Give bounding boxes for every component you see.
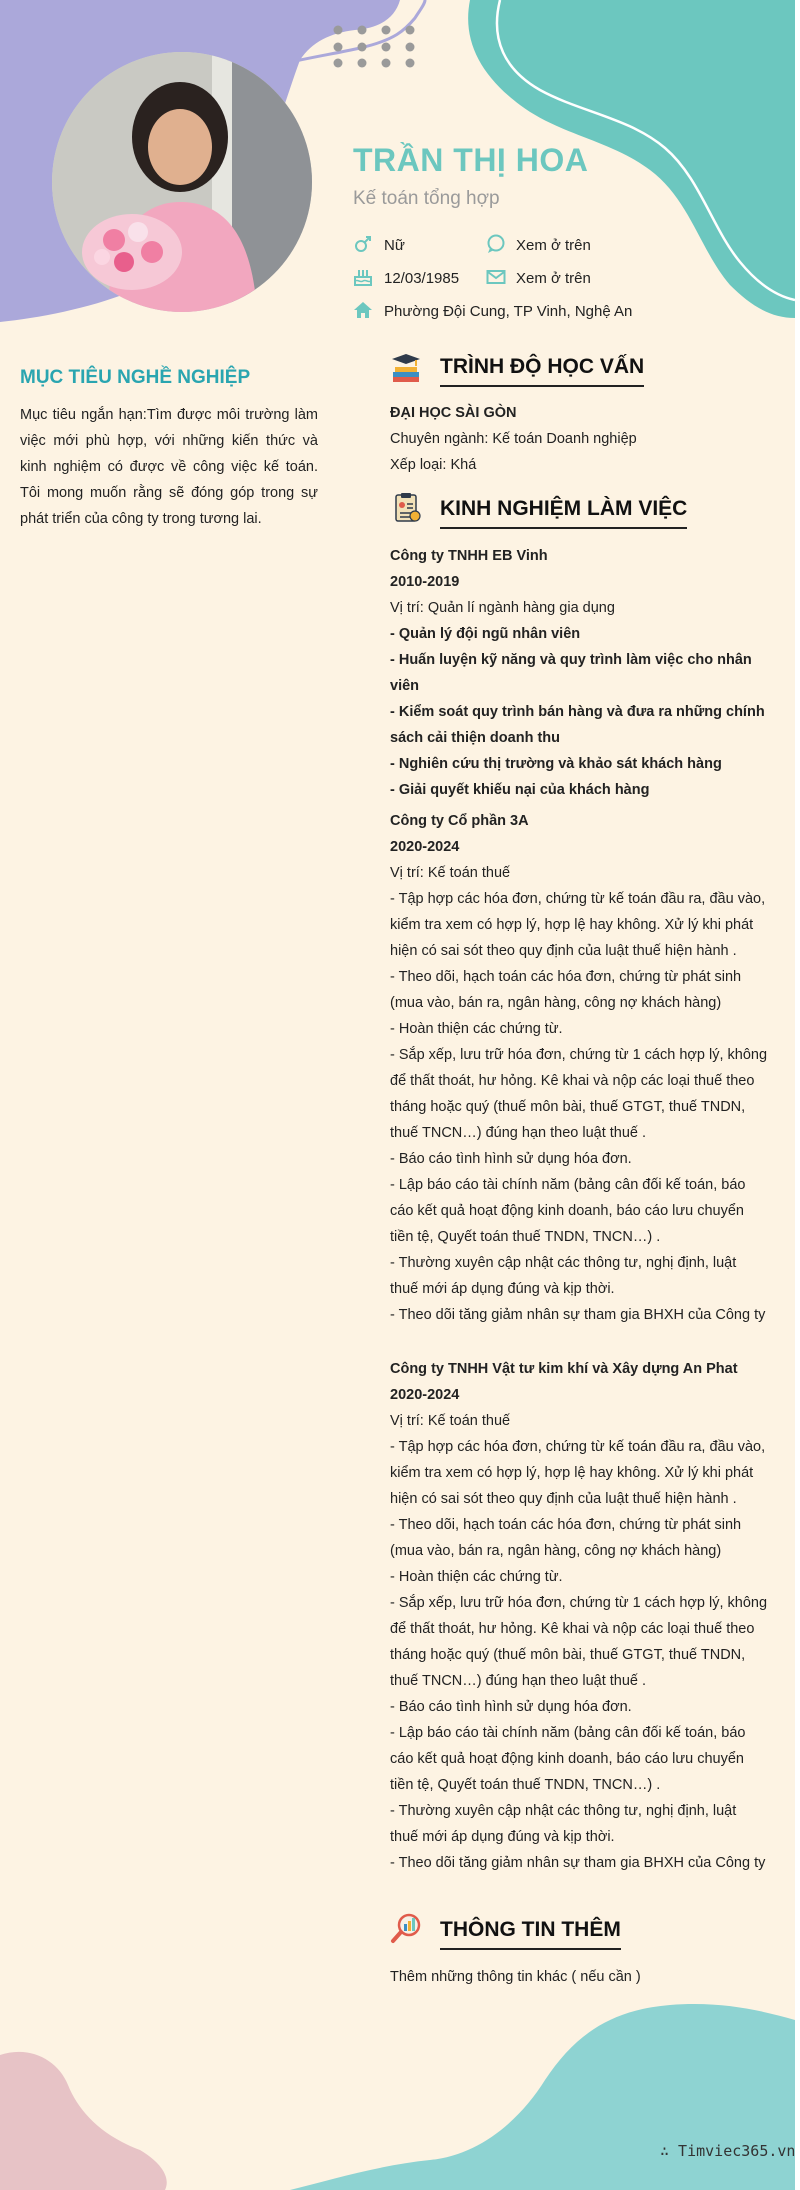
job-duty: - Giải quyết khiếu nại của khách hàng <box>390 782 650 798</box>
candidate-name: TRẦN THỊ HOA <box>353 142 589 178</box>
experience-job-3 <box>390 1356 768 1876</box>
extra-info-block <box>390 1964 768 1990</box>
education-major: Chuyên ngành: Kế toán Doanh nghiệp <box>390 431 637 447</box>
job-duty: - Nghiên cứu thị trường và khảo sát khách hàng <box>390 756 722 772</box>
education-title: TRÌNH ĐỘ HỌC VẤN <box>440 355 644 387</box>
job-company: Công ty Cổ phần 3A <box>390 813 529 829</box>
job-duty: - Báo cáo tình hình sử dụng hóa đơn. <box>390 1151 632 1167</box>
job-duty: - Sắp xếp, lưu trữ hóa đơn, chứng từ 1 cách hợp lý, không để thất thoát, hư hỏng. Kê khai và nộp các loại thuế theo tháng hoặc quý (thuế môn bài, thuế GTGT, thuế TNDN, thuế TNCN…) đúng hạn theo luật thuế . <box>390 1595 768 1689</box>
profile-photo <box>52 52 312 312</box>
job-duty: - Theo dõi, hạch toán các hóa đơn, chứng từ phát sinh (mua vào, bán ra, ngân hàng, công nợ khách hàng) <box>390 1517 742 1559</box>
bottom-teal-blob <box>290 2004 795 2190</box>
experience-job-1 <box>390 543 768 803</box>
education-rank: Xếp loại: Khá <box>390 457 477 473</box>
extra-info-text: Thêm những thông tin khác ( nếu cần ) <box>390 1969 641 1985</box>
education-icon <box>390 352 422 384</box>
job-position: Vị trí: Kế toán thuế <box>390 865 511 881</box>
job-duty: - Theo dõi tăng giảm nhân sự tham gia BHXH của Công ty <box>390 1855 766 1871</box>
job-duty: - Tập hợp các hóa đơn, chứng từ kế toán đầu ra, đầu vào, kiểm tra xem có hợp lý, hợp lệ hay không. Xử lý khi phát hiện có sai sót theo quy định của luật thuế hiện hành . <box>390 1439 766 1507</box>
experience-title: KINH NGHIỆM LÀM VIỆC <box>440 497 687 529</box>
school-name: ĐẠI HỌC SÀI GÒN <box>390 405 517 421</box>
job-position: Vị trí: Kế toán thuế <box>390 1413 511 1429</box>
job-duty: - Hoàn thiện các chứng từ. <box>390 1569 563 1585</box>
extra-info-icon <box>390 1912 422 1944</box>
education-block <box>390 400 768 478</box>
cake-icon <box>353 267 373 287</box>
job-period: 2020-2024 <box>390 839 460 855</box>
job-title: Kế toán tổng hợp <box>353 188 500 209</box>
job-duty: - Theo dõi tăng giảm nhân sự tham gia BHXH của Công ty <box>390 1307 766 1323</box>
job-period: 2010-2019 <box>390 574 460 590</box>
mail-icon <box>486 267 506 287</box>
job-duty: - Sắp xếp, lưu trữ hóa đơn, chứng từ 1 cách hợp lý, không để thất thoát, hư hỏng. Kê khai và nộp các loại thuế theo tháng hoặc quý (thuế môn bài, thuế GTGT, thuế TNDN, thuế TNCN…) đúng hạn theo luật thuế . <box>390 1047 768 1141</box>
home-icon <box>353 300 373 320</box>
objective-text: Mục tiêu ngắn hạn:Tìm được môi trường làm việc mới phù hợp, với những kiến thức và kinh nghiệm có được về công việc kế toán. Tôi mong muốn rằng sẽ đóng góp trong sự phát triển của công ty trong tương lai. <box>20 407 318 527</box>
job-duty: - Báo cáo tình hình sử dụng hóa đơn. <box>390 1699 632 1715</box>
job-company: Công ty TNHH EB Vinh <box>390 548 548 564</box>
job-duty: - Hoàn thiện các chứng từ. <box>390 1021 563 1037</box>
job-duty: - Huấn luyện kỹ năng và quy trình làm việc cho nhân viên <box>390 652 752 694</box>
birthday: 12/03/1985 <box>384 270 460 287</box>
job-duty: - Lập báo cáo tài chính năm (bảng cân đối kế toán, báo cáo kết quả hoạt động kinh doanh, báo cáo lưu chuyển tiền tệ, Quyết toán thuế TNDN, TNCN…) . <box>390 1177 746 1245</box>
experience-job-2 <box>390 808 768 1328</box>
job-company: Công ty TNHH Vật tư kim khí và Xây dựng An Phat <box>390 1361 738 1377</box>
pink-blob <box>0 2052 167 2190</box>
extra-info-title: THÔNG TIN THÊM <box>440 1918 621 1950</box>
contact-email: Xem ở trên <box>516 270 591 287</box>
job-period: 2020-2024 <box>390 1387 460 1403</box>
objective-title: MỤC TIÊU NGHỀ NGHIỆP <box>20 367 251 388</box>
chat-icon <box>486 234 506 254</box>
experience-icon <box>390 492 422 524</box>
watermark: ∴ Timviec365.vn <box>660 2142 795 2160</box>
gender: Nữ <box>384 237 405 254</box>
job-duty: - Thường xuyên cập nhật các thông tư, nghị định, luật thuế mới áp dụng đúng và kịp thời. <box>390 1255 737 1297</box>
job-duty: - Kiểm soát quy trình bán hàng và đưa ra những chính sách cải thiện doanh thu <box>390 704 765 746</box>
gender-icon <box>353 234 373 254</box>
job-duty: - Lập báo cáo tài chính năm (bảng cân đối kế toán, báo cáo kết quả hoạt động kinh doanh, báo cáo lưu chuyển tiền tệ, Quyết toán thuế TNDN, TNCN…) . <box>390 1725 746 1793</box>
job-duty: - Thường xuyên cập nhật các thông tư, nghị định, luật thuế mới áp dụng đúng và kịp thời. <box>390 1803 737 1845</box>
contact-phone: Xem ở trên <box>516 237 591 254</box>
job-duty: - Tập hợp các hóa đơn, chứng từ kế toán đầu ra, đầu vào, kiểm tra xem có hợp lý, hợp lệ hay không. Xử lý khi phát hiện có sai sót theo quy định của luật thuế hiện hành . <box>390 891 766 959</box>
address: Phường Đội Cung, TP Vinh, Nghệ An <box>384 303 633 320</box>
job-position: Vị trí: Quản lí ngành hàng gia dụng <box>390 600 615 616</box>
job-duty: - Theo dõi, hạch toán các hóa đơn, chứng từ phát sinh (mua vào, bán ra, ngân hàng, công nợ khách hàng) <box>390 969 742 1011</box>
job-duty: - Quản lý đội ngũ nhân viên <box>390 626 581 642</box>
